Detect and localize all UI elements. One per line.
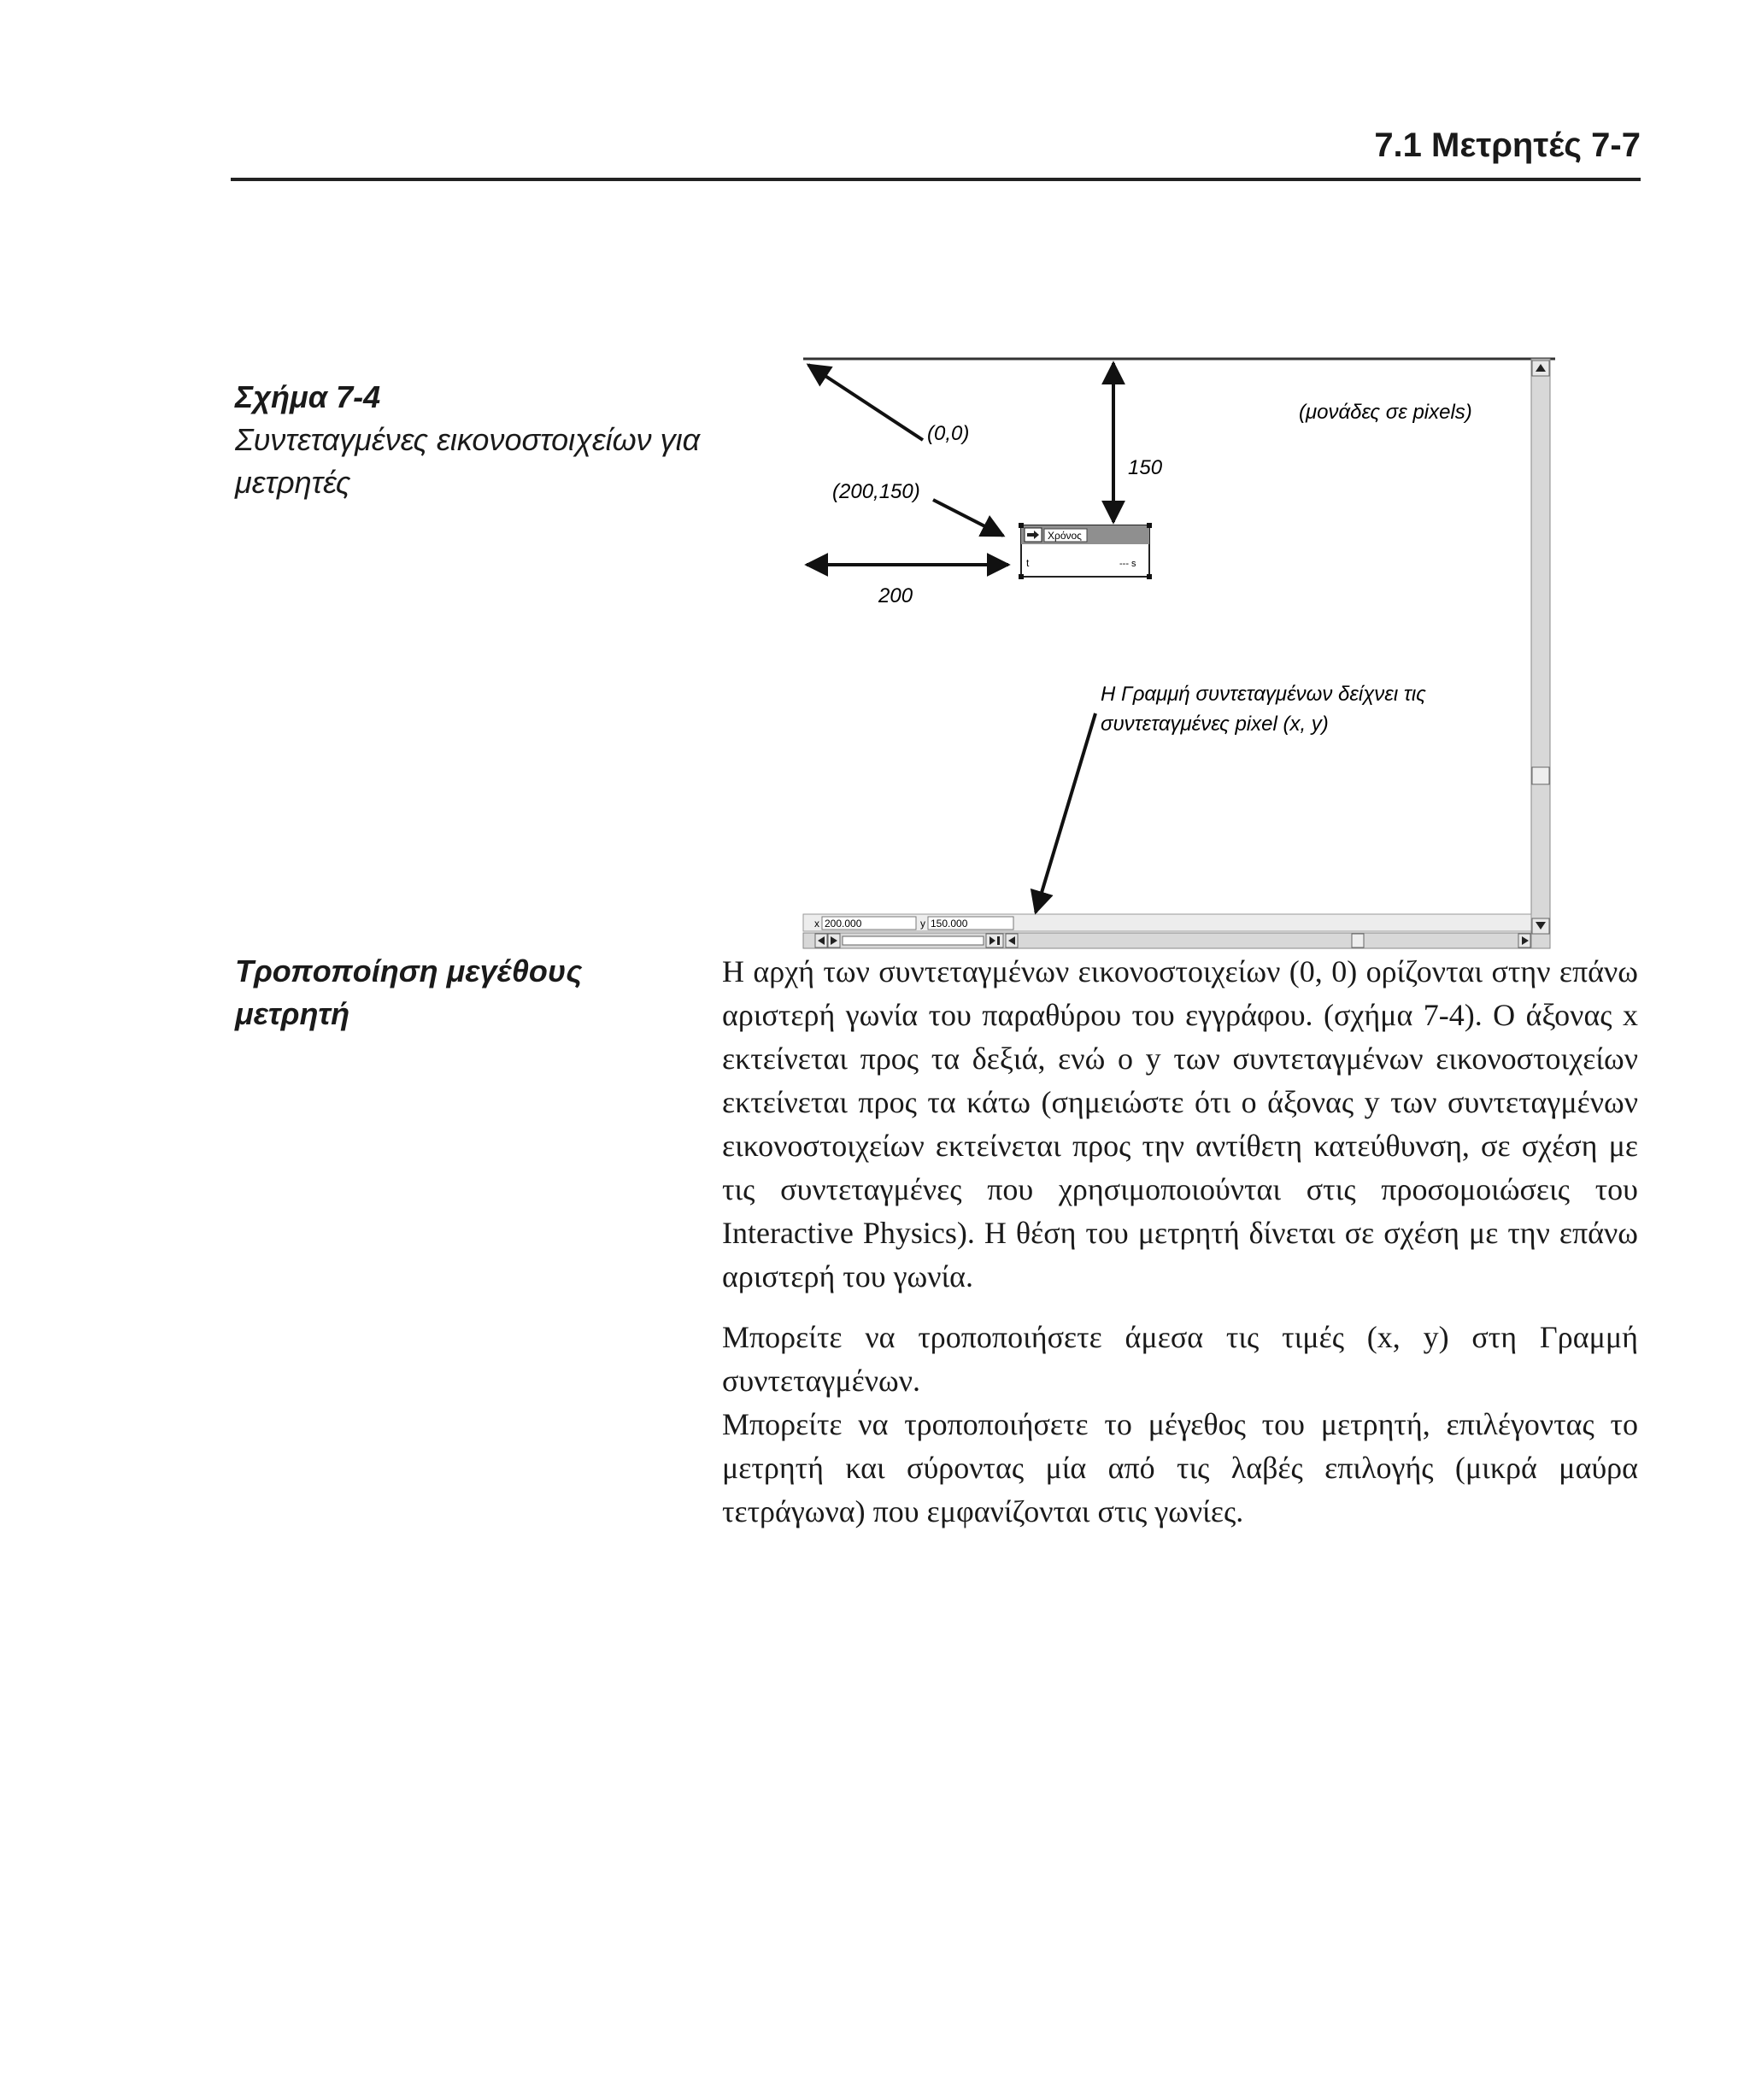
figure-caption-text: Συντεταγμένες εικονοστοιχείων για μετρητές [235, 422, 701, 500]
selection-handle-top-left[interactable] [1019, 523, 1024, 528]
vertical-scrollbar[interactable] [1531, 359, 1550, 948]
dim-150-label: 150 [1128, 456, 1163, 479]
coord-y-value: 150.000 [931, 918, 968, 930]
horizontal-scrollbar[interactable] [803, 933, 1531, 948]
meter-title: Χρόνος [1048, 530, 1082, 542]
figure-number: Σχήμα 7-4 [235, 379, 381, 414]
origin-label: (0,0) [927, 422, 970, 445]
paragraph-3: Μπορείτε να τροποποιήσετε το μέγεθος του μετρητή, επιλέγοντας το μετρητή και σύροντας μία από τις λαβές επιλογής (μικρά μαύρα τετράγωνα) που εμφανίζονται στις γωνίες. [722, 1407, 1638, 1528]
coordinate-bar [803, 914, 1531, 931]
dim-200-label: 200 [878, 584, 913, 607]
body-text [722, 950, 1638, 1534]
coord-x-value: 200.000 [825, 918, 862, 930]
coord-y-label: y [920, 918, 925, 930]
page-header-title: 7.1 Μετρητές 7-7 [1374, 126, 1641, 164]
horizontal-scroll-thumb[interactable] [1352, 934, 1364, 947]
point-label: (200,150) [832, 480, 920, 503]
selection-handle-bottom-right[interactable] [1147, 574, 1152, 579]
figure-screenshot [795, 355, 1564, 953]
document-window [803, 359, 1564, 953]
tape-slider[interactable] [843, 936, 984, 945]
coord-bar-note-line1: Η Γραμμή συντεταγμένων δείχνει τις [1101, 683, 1426, 706]
section-heading: Τροποποίηση μεγέθους μετρητή [235, 953, 583, 1031]
time-meter[interactable] [1019, 523, 1152, 579]
meter-value: --- s [1119, 559, 1136, 569]
coord-bar-note-line2: συντεταγμένες pixel (x, y) [1101, 713, 1329, 736]
meter-variable: t [1026, 557, 1030, 569]
selection-handle-bottom-left[interactable] [1019, 574, 1024, 579]
coord-x-label: x [814, 918, 819, 930]
scroll-thumb[interactable] [1532, 767, 1549, 784]
units-note: (μονάδες σε pixels) [1299, 401, 1472, 424]
header-rule [231, 178, 1641, 181]
paragraph-1: Η αρχή των συντεταγμένων εικονοστοιχείων (0, 0) ορίζονται στην επάνω αριστερή γωνία του παραθύρου του εγγράφου. (σχήμα 7-4). Ο άξονας x εκτείνεται προς τα δεξιά, ενώ ο y των συντεταγμένων εικονοστοιχείων εκτείνεται προς τα κάτω (σημειώστε ότι ο άξονας y των συντεταγμένων εικονοστοιχείων εκτείνεται προς την αντίθετη κατεύθυνση, σε σχέση με τις συντεταγμένες που χρησιμοποιούνται στις προσομοιώσεις του Interactive Physics). Η θέση του μετρητή δίνεται σε σχέση με την επάνω αριστερή του γωνία. [722, 954, 1638, 1293]
figure-caption [235, 376, 714, 504]
paragraph-2: Μπορείτε να τροποποιήσετε άμεσα τις τιμές (x, y) στη Γραμμή συντεταγμένων. [722, 1320, 1638, 1398]
selection-handle-top-right[interactable] [1147, 523, 1152, 528]
